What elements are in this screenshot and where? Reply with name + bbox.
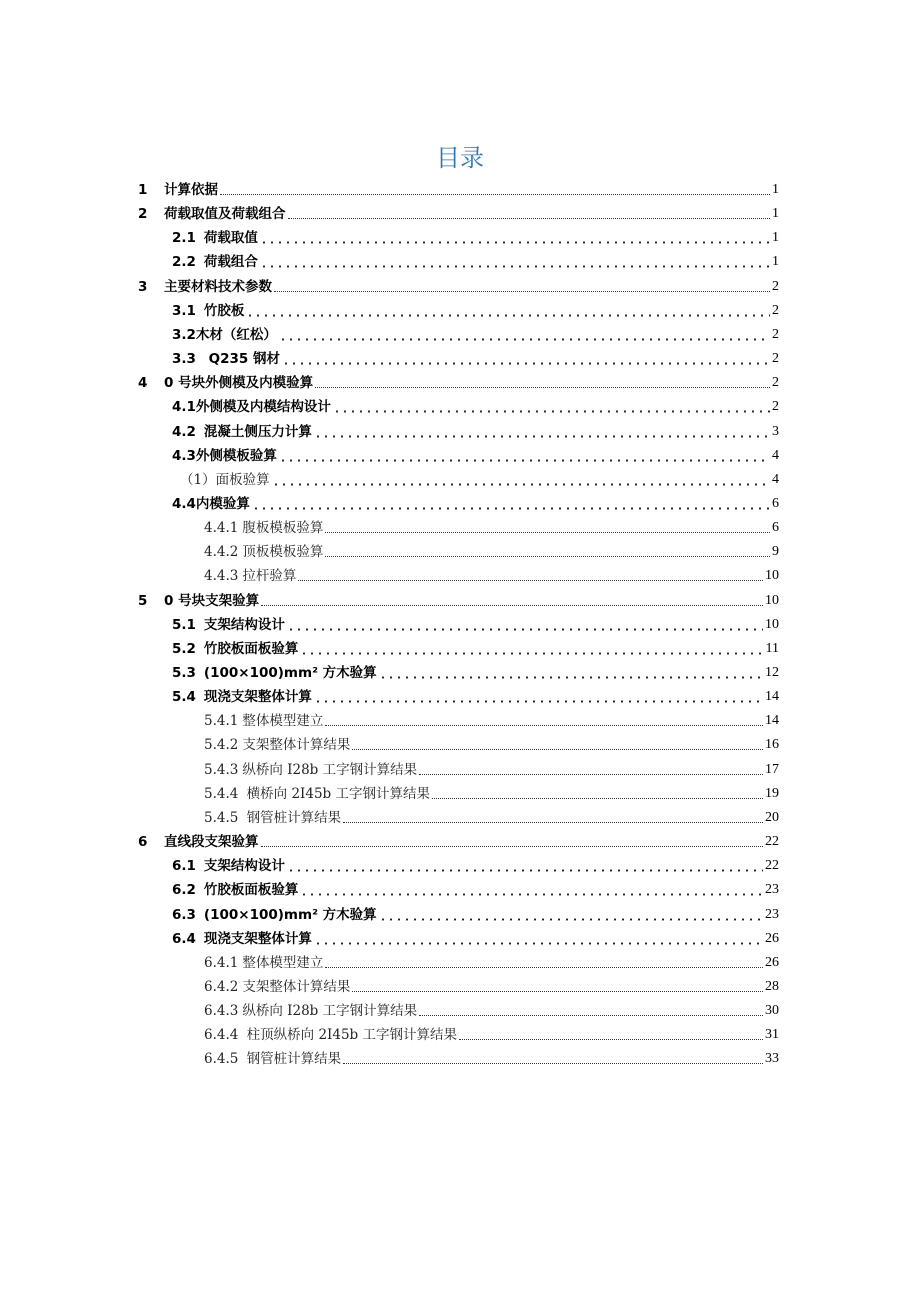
toc-page-number: 2 xyxy=(772,351,779,367)
toc-entry-number: 6.4 xyxy=(172,930,196,947)
toc-entry-number: 4.3 xyxy=(172,447,196,464)
dot-leader xyxy=(298,579,763,581)
toc-entry-number: 5.4.4 xyxy=(204,785,239,802)
toc-page-number: 1 xyxy=(772,254,779,270)
dot-leader xyxy=(343,821,763,823)
dot-leader xyxy=(287,869,763,872)
toc-entry-title: 现浇支架整体计算 xyxy=(203,930,312,947)
toc-entry-number: 5.4.3 xyxy=(204,761,239,778)
toc-page-number: 11 xyxy=(765,640,779,656)
dot-leader xyxy=(315,386,770,388)
toc-page-number: 26 xyxy=(765,954,779,970)
toc-entry-number: 5.4.2 xyxy=(204,737,239,754)
dot-leader xyxy=(252,507,770,510)
toc-entry-title: 外侧模及内模结构设计 xyxy=(195,399,331,416)
toc-page-number: 33 xyxy=(765,1051,779,1067)
toc-entry-number: 3.1 xyxy=(172,302,196,319)
dot-leader xyxy=(287,628,763,631)
toc-entry-title: 计算依据 xyxy=(164,182,218,198)
dot-leader xyxy=(246,314,770,317)
toc-entry-title: 纵桥向 I28b 工字钢计算结果 xyxy=(242,761,418,778)
toc-entry-title: 横桥向 2I45b 工字钢计算结果 xyxy=(242,785,430,802)
toc-entry-title: 荷载取值 xyxy=(203,230,258,247)
toc-entry-title: 纵桥向 I28b 工字钢计算结果 xyxy=(242,1003,418,1020)
toc-page-number: 14 xyxy=(765,689,779,705)
toc-entry-number: 6.3 xyxy=(172,906,196,923)
toc-page-number: 30 xyxy=(765,1003,779,1019)
toc-page-number: 22 xyxy=(765,858,779,874)
toc-entry[interactable] xyxy=(204,975,779,999)
toc-entry[interactable] xyxy=(204,564,779,588)
toc-entry-number: 2 xyxy=(138,206,148,223)
toc-entry-title: 支架整体计算结果 xyxy=(242,978,351,995)
page-title: 目录 xyxy=(436,144,484,172)
dot-leader xyxy=(261,845,764,847)
dot-leader xyxy=(325,555,770,557)
toc-entry-number: 6.4.4 xyxy=(204,1027,239,1044)
toc-entry-number: 3.3 xyxy=(172,351,196,368)
toc-entry[interactable] xyxy=(172,420,779,444)
toc-page-number: 1 xyxy=(772,230,779,246)
dot-leader xyxy=(419,773,763,775)
toc-entry-number: 5.3 xyxy=(172,665,196,681)
toc-entry-title: 顶板模板验算 xyxy=(242,544,324,561)
toc-entry-number: 3 xyxy=(138,278,148,295)
toc-entry[interactable] xyxy=(172,637,779,661)
toc-page-number: 4 xyxy=(772,447,779,463)
toc-entry-number: 2.1 xyxy=(172,230,196,247)
toc-entry[interactable] xyxy=(172,444,779,468)
dot-leader xyxy=(379,918,763,921)
toc-page-number: 23 xyxy=(765,906,779,922)
dot-leader xyxy=(419,1014,763,1016)
dot-leader xyxy=(300,652,763,655)
toc-entry[interactable] xyxy=(172,854,779,878)
toc-entry-number: 1 xyxy=(138,182,148,198)
toc-entry[interactable] xyxy=(172,685,779,709)
toc-entry-title: 支架整体计算结果 xyxy=(242,737,351,754)
toc-entry-title: 支架结构设计 xyxy=(203,858,285,875)
dot-leader xyxy=(260,241,770,244)
toc-page-number: 14 xyxy=(765,713,779,729)
dot-leader xyxy=(343,1062,763,1064)
toc-page-number: 6 xyxy=(772,495,779,511)
toc-entry-title: 直线段支架验算 xyxy=(164,834,259,851)
toc-entry-number: 5.4.1 xyxy=(204,713,239,730)
toc-page-number: 2 xyxy=(772,278,779,294)
toc-entry-title: 支架结构设计 xyxy=(203,616,285,633)
toc-entry[interactable] xyxy=(172,347,779,371)
toc-entry[interactable] xyxy=(204,806,779,830)
toc-entry[interactable] xyxy=(204,1047,779,1071)
dot-leader xyxy=(220,193,770,195)
toc-page-number: 19 xyxy=(765,785,779,801)
toc-page-number: 20 xyxy=(765,809,779,825)
toc-entry-number: 4.4.2 xyxy=(204,544,239,561)
toc-entry-title: (100×100)mm² 方木验算 xyxy=(203,906,377,923)
toc-entry[interactable] xyxy=(172,878,779,902)
toc-entry[interactable] xyxy=(172,226,779,250)
toc-entry[interactable] xyxy=(204,540,779,564)
toc-entry-title: 竹胶板 xyxy=(203,302,245,319)
toc-entry[interactable] xyxy=(172,903,779,927)
toc-entry-number: 6.2 xyxy=(172,882,196,899)
toc-entry-title: 现浇支架整体计算 xyxy=(203,689,312,706)
toc-entry[interactable] xyxy=(204,733,779,757)
toc-entry-number: 4.4.1 xyxy=(204,520,239,537)
toc-entry-number: 4 xyxy=(138,375,148,392)
toc-entry-title: 拉杆验算 xyxy=(242,568,297,585)
toc-entry-title: 木材（红松） xyxy=(195,326,277,343)
toc-entry-title: 柱顶纵桥向 2I45b 工字钢计算结果 xyxy=(242,1027,457,1044)
toc-page-number: 12 xyxy=(765,665,779,680)
toc-page-number: 9 xyxy=(772,544,779,560)
toc-entry-number: 4.4.3 xyxy=(204,568,239,585)
toc-entry-title: 竹胶板面板验算 xyxy=(203,640,299,657)
toc-entry-number: 4.1 xyxy=(172,399,196,416)
toc-page-number: 1 xyxy=(772,182,779,197)
toc-entry-title: 竹胶板面板验算 xyxy=(203,882,299,899)
toc-entry-number: 4.2 xyxy=(172,423,196,440)
toc-page-number: 28 xyxy=(765,978,779,994)
toc-entry-number: 5.4.5 xyxy=(204,809,239,826)
toc-page-number: 10 xyxy=(765,568,779,584)
dot-leader xyxy=(333,410,770,413)
toc-page-number: 4 xyxy=(772,471,779,487)
toc-entry[interactable] xyxy=(180,468,779,492)
toc-entry[interactable] xyxy=(172,661,779,685)
dot-leader xyxy=(279,338,770,341)
toc-entry-title: 荷载取值及荷载组合 xyxy=(164,206,286,223)
toc-entry[interactable] xyxy=(172,613,779,637)
toc-entry-number: 5.4 xyxy=(172,689,196,706)
toc-entry-number: 6.4.5 xyxy=(204,1051,239,1068)
toc-entry[interactable] xyxy=(138,371,779,395)
toc-page-number: 3 xyxy=(772,423,779,439)
toc-entry-title: 0 号块外侧模及内模验算 xyxy=(164,375,314,392)
toc-entry-number: 4.4 xyxy=(172,495,196,512)
dot-leader xyxy=(279,459,770,462)
toc-entry-title: 腹板模板验算 xyxy=(242,520,324,537)
toc-entry[interactable] xyxy=(172,323,779,347)
dot-leader xyxy=(274,290,770,292)
dot-leader xyxy=(325,531,770,533)
toc-entry-title: 内模验算 xyxy=(195,495,250,512)
toc-page-number: 22 xyxy=(765,834,779,850)
toc-entry-number: 3.2 xyxy=(172,326,196,343)
toc-page-number: 31 xyxy=(765,1027,779,1043)
toc-entry-number: 2.2 xyxy=(172,254,196,271)
toc-page-number: 2 xyxy=(772,375,779,391)
toc-page-number: 17 xyxy=(765,761,779,777)
dot-leader xyxy=(314,942,763,945)
toc-entry-title: 荷载组合 xyxy=(203,254,258,271)
toc-entry[interactable] xyxy=(172,299,779,323)
dot-leader xyxy=(325,966,763,968)
toc-entry-number: 5.2 xyxy=(172,640,196,657)
dot-leader xyxy=(352,990,763,992)
toc-page-number: 10 xyxy=(765,616,779,632)
dot-leader xyxy=(300,893,763,896)
toc-entry-number: （1） xyxy=(180,471,216,488)
toc-page-number: 26 xyxy=(765,930,779,946)
toc-entry[interactable] xyxy=(204,782,779,806)
toc-entry[interactable] xyxy=(138,589,779,613)
toc-entry[interactable] xyxy=(204,1023,779,1047)
toc-entry[interactable] xyxy=(172,492,779,516)
toc-page-number: 2 xyxy=(772,326,779,342)
toc-page-number: 23 xyxy=(765,882,779,898)
toc-entry[interactable] xyxy=(172,395,779,419)
toc-page-number: 10 xyxy=(765,592,779,608)
toc-entry-number: 6.4.3 xyxy=(204,1003,239,1020)
dot-leader xyxy=(282,362,770,365)
dot-leader xyxy=(261,604,763,606)
toc-entry[interactable] xyxy=(138,202,779,226)
toc-entry[interactable] xyxy=(138,178,779,202)
toc-page-number: 16 xyxy=(765,737,779,753)
toc-entry-title: 整体模型建立 xyxy=(242,954,324,971)
toc-entry[interactable] xyxy=(204,516,779,540)
toc-entry[interactable] xyxy=(138,275,779,299)
toc-entry[interactable] xyxy=(204,999,779,1023)
toc-entry-title: 混凝土侧压力计算 xyxy=(203,423,312,440)
dot-leader xyxy=(379,676,763,679)
toc-page-number: 1 xyxy=(772,206,779,222)
toc-entry-title: Q235 钢材 xyxy=(203,351,280,368)
toc-entry[interactable] xyxy=(172,927,779,951)
toc-entry[interactable] xyxy=(204,758,779,782)
toc-entry-number: 5 xyxy=(138,592,148,609)
dot-leader xyxy=(459,1038,763,1040)
toc-entry-title: 主要材料技术参数 xyxy=(164,278,272,295)
dot-leader xyxy=(272,483,770,486)
toc-entry-title: 面板验算 xyxy=(215,471,270,488)
toc-entry[interactable] xyxy=(138,830,779,854)
toc-page-number: 6 xyxy=(772,520,779,536)
toc-entry-number: 5.1 xyxy=(172,616,196,633)
toc-page-number: 2 xyxy=(772,302,779,318)
toc-entry-number: 6 xyxy=(138,834,148,851)
toc-entry-number: 6.1 xyxy=(172,858,196,875)
toc-entry-number: 6.4.2 xyxy=(204,978,239,995)
toc-entry-title: 整体模型建立 xyxy=(242,713,324,730)
dot-leader xyxy=(260,265,770,268)
toc-entry-title: 钢管桩计算结果 xyxy=(242,809,342,826)
toc-entry-title: 0 号块支架验算 xyxy=(164,592,260,609)
toc-entry-number: 6.4.1 xyxy=(204,954,239,971)
toc-entry[interactable] xyxy=(204,951,779,975)
toc-page-number: 2 xyxy=(772,399,779,415)
dot-leader xyxy=(432,797,763,799)
dot-leader xyxy=(325,724,763,726)
dot-leader xyxy=(352,748,763,750)
dot-leader xyxy=(288,217,771,219)
toc-entry-title: 钢管桩计算结果 xyxy=(242,1051,342,1068)
toc-entry[interactable] xyxy=(204,709,779,733)
toc-entry-title: (100×100)mm² 方木验算 xyxy=(203,665,377,681)
dot-leader xyxy=(314,435,770,438)
toc-entry-title: 外侧模板验算 xyxy=(195,447,277,464)
dot-leader xyxy=(314,700,763,703)
toc-entry[interactable] xyxy=(172,250,779,274)
